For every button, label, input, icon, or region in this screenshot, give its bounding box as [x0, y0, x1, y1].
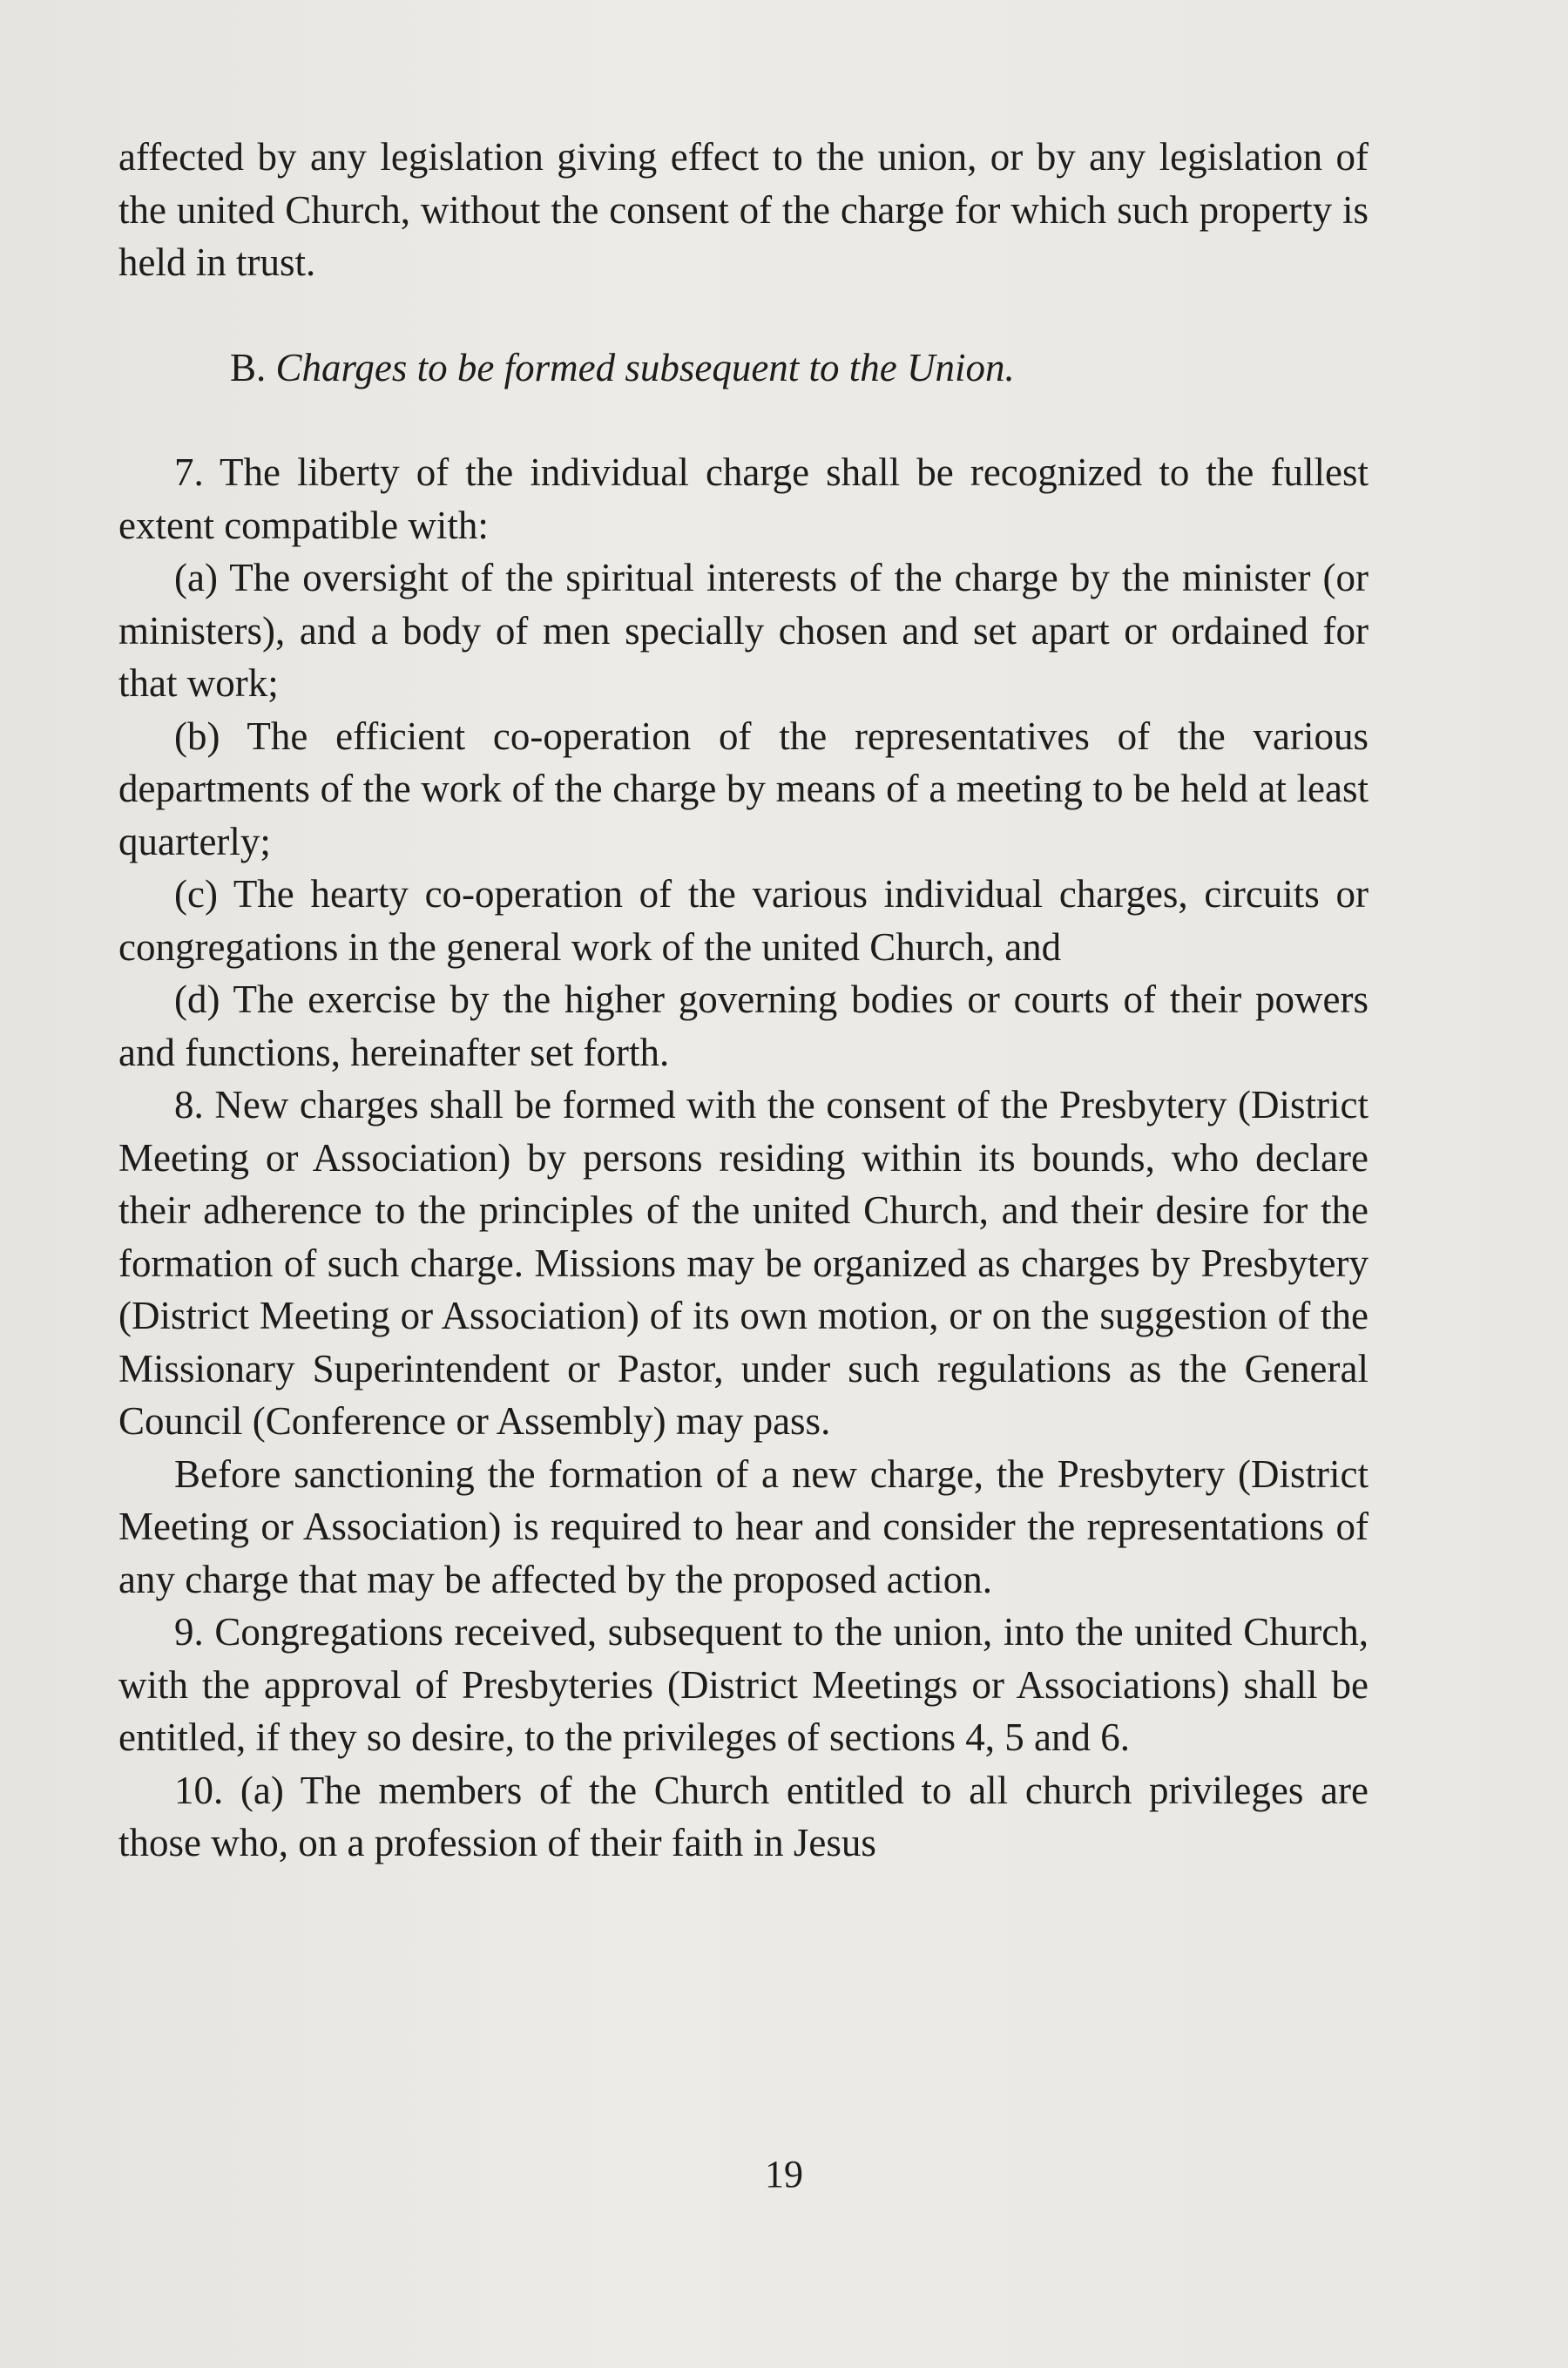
section-heading-letter: B. — [230, 345, 267, 389]
page-body-text — [118, 131, 1369, 1870]
paragraph-7: 7. The liberty of the individual charge shall be recognized to the fullest extent compatible with: — [118, 450, 1369, 547]
paragraph-7b: (b) The efficient co-operation of the representatives of the various departments of the work of the charge by means of a meeting to be held at least quarterly; — [118, 714, 1369, 863]
paragraph-7a: (a) The oversight of the spiritual interests of the charge by the minister (or ministers), and a body of men specially chosen and set apart or ordained for that work; — [118, 556, 1369, 705]
section-heading-title: Charges to be formed subsequent to the Union. — [275, 345, 1015, 389]
section-heading-b — [118, 342, 1369, 395]
paragraph-8-continued: Before sanctioning the formation of a new charge, the Presbytery (District Meeting or Association) is required to hear and consider the representations of any charge that may be affected by the proposed action. — [118, 1451, 1369, 1601]
paragraph-7d: (d) The exercise by the higher governing bodies or courts of their powers and functions, hereinafter set forth. — [118, 978, 1369, 1074]
paragraph-9: 9. Congregations received, subsequent to the union, into the united Church, with the approval of Presbyteries (District Meetings or Associations) shall be entitled, if they so desire, to the privileges of sections 4, 5 and 6. — [118, 1610, 1369, 1759]
paragraph-10: 10. (a) The members of the Church entitled to all church privileges are those who, on a profession of their faith in Jesus — [118, 1768, 1369, 1864]
page-number: 19 — [765, 2153, 803, 2195]
paragraph-8: 8. New charges shall be formed with the consent of the Presbytery (District Meeting or Association) by persons residing within its bounds, who declare their adherence to the principles of the united Church, and their desire for the formation of such charge. Missions may be organized as charges by Presbytery (District Meeting or Association) of its own motion, or on the suggestion of the Missionary Superintendent or Pastor, under such regulations as the General Council (Conference or Assembly) may pass. — [118, 1083, 1369, 1443]
continuation-paragraph: affected by any legislation giving effect to the union, or by any legislation of the united Church, without the consent of the charge for which such property is held in trust. — [118, 135, 1369, 284]
paragraph-7c: (c) The hearty co-operation of the various individual charges, circuits or congregations in the general work of the united Church, and — [118, 872, 1369, 969]
